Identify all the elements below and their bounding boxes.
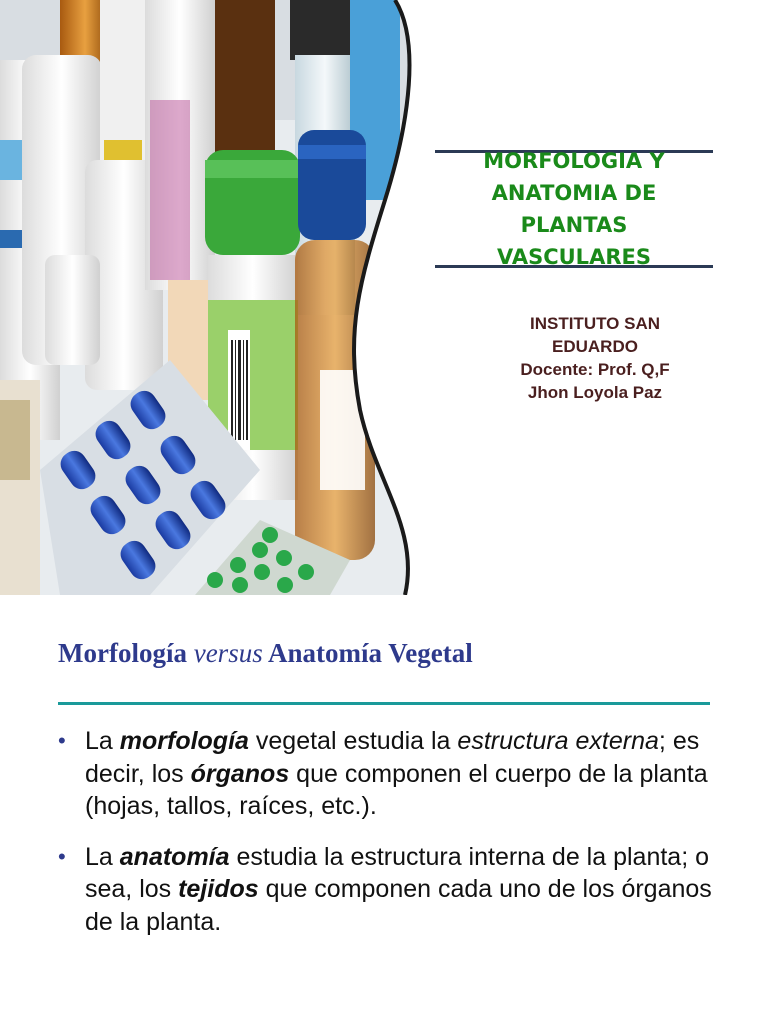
text: que componen el cuerpo de la planta (hojas, tallos, raíces, etc.). xyxy=(85,759,708,820)
title-italic: versus xyxy=(193,638,263,668)
teacher-line-1: Docente: Prof. Q,F xyxy=(520,360,670,379)
bullet-item-anatomy xyxy=(58,841,718,939)
content-slide xyxy=(0,595,768,1024)
bullet-item-morphology xyxy=(58,725,718,823)
term-organs: órganos xyxy=(190,759,290,788)
text: que componen cada uno de los órganos de la planta. xyxy=(85,875,712,936)
presentation-title: MORFOLOGIA Y ANATOMIA DE PLANTAS VASCULARES xyxy=(483,149,665,269)
text: ; es decir, los xyxy=(85,727,700,788)
title-part-1: Morfología xyxy=(58,638,194,668)
title-divider xyxy=(58,702,710,705)
text: La xyxy=(85,727,120,755)
term-morphology: morfología xyxy=(119,727,249,755)
title-part-2: Anatomía Vegetal xyxy=(262,638,473,668)
bullet-icon: • xyxy=(58,728,66,753)
term-external-structure: estructura externa xyxy=(457,727,659,755)
text: estudia la estructura interna de la planta; o sea, los xyxy=(85,842,709,903)
medicine-bottles-photo xyxy=(0,0,420,595)
term-anatomy: anatomía xyxy=(119,842,230,871)
bullet-list xyxy=(58,725,718,956)
text: La xyxy=(85,842,120,871)
title-frame xyxy=(435,150,713,268)
teacher-line-2: Jhon Loyola Paz xyxy=(527,383,663,402)
term-tissues: tejidos xyxy=(178,875,259,903)
institution-line-1: INSTITUTO SAN xyxy=(529,314,661,333)
institution-line-2: EDUARDO xyxy=(552,337,638,356)
bullet-icon: • xyxy=(58,843,66,869)
institution-block xyxy=(490,312,700,404)
text: vegetal estudia la xyxy=(248,727,458,755)
slide-title xyxy=(58,638,473,669)
